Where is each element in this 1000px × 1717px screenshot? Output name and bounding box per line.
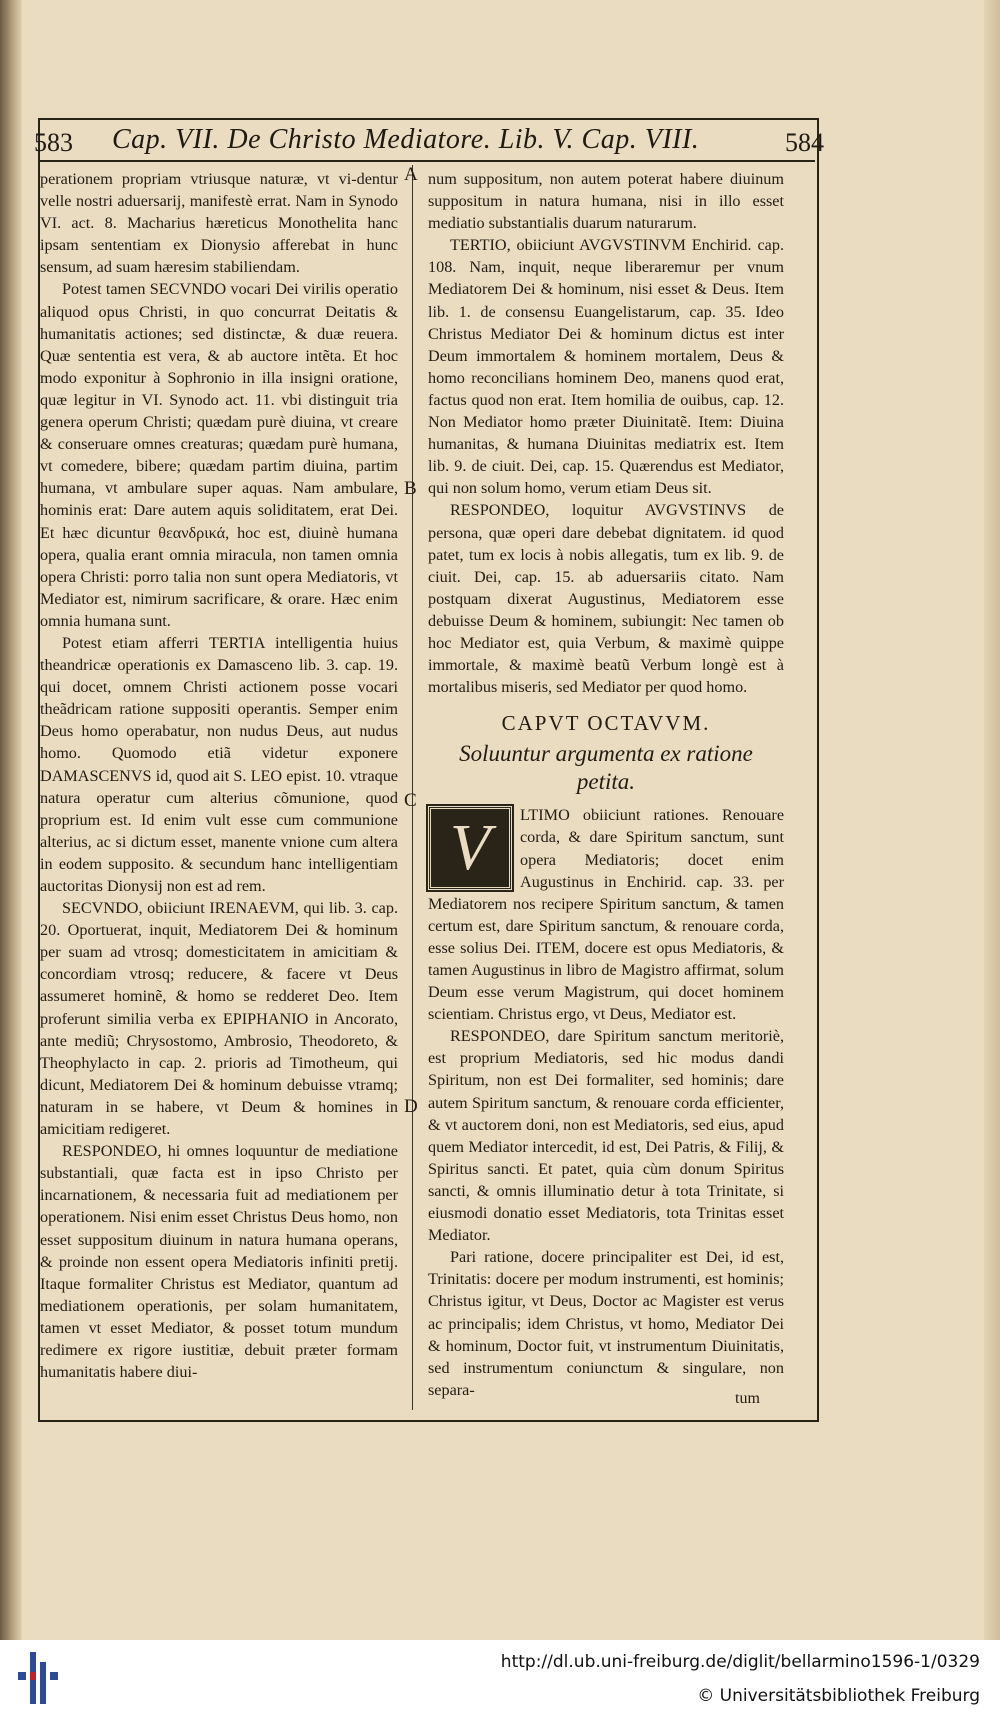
paragraph: RESPONDEO, loquitur AVGVSTINVS de persona, quæ operi dare debebat dignitatem. id quod patet, tum ex locis à nobis allegatis, tum ex lib. 9. de ciuit. Dei, cap. 15. ab aduersariis citato. Nam postquam dixerat Augustinus, Mediatorem esse debuisse Deum & hominem, subiungit: Nec tamen ob hoc Mediator est, quia Verbum, & maximè quippe immortale, & maximè beatũ Verbum longè est à mortalibus miseris, sed Mediator per quod homo. <box>428 501 784 697</box>
paragraph: TERTIO, obiiciunt AVGVSTINVM Enchirid. cap. 108. Nam, inquit, neque liberaremur per vnum Mediatorem Dei & hominum, nisi esset & Deus. Item lib. 1. de consensu Euangelistarum, cap. 35. Ideo Christus Mediator Dei & hominum dictus est inter Deum immortalem & hominem mortalem, Deus & homo reconcilians hominem Deo, manens quod erat, factus quod non erat. Item homilia de ouibus, cap. 12. Non Mediator homo præter Diuinitatẽ. Item: Diuina humanitas, & humana Diuinitas mediatrix est. Item lib. 9. de ciuit. Dei, cap. 15. Quærendus est Mediator, qui non solum homo, verum etiam Deus sit. <box>428 236 784 498</box>
margin-letter-d: D <box>404 1096 418 1117</box>
paragraph: Pari ratione, docere principaliter est Dei, id est, Trinitatis: docere per modum instrumenti, est hominis; Christus igitur, vt Deus, Doctor ac Magister est verus ac principalis; idem Christus, vt homo, Mediator Dei & hominum, Doctor fuit, vt instrumentum Diuinitatis, sed instrumentum coniunctum & singulare, non separa- <box>428 1248 784 1399</box>
decorated-initial: V <box>428 806 512 890</box>
ub-freiburg-logo-icon <box>14 1648 64 1708</box>
paragraph: perationem propriam vtriusque naturæ, vt vi-dentur velle nostri aduersarij, manifestè errat. Nam in Synodo VI. act. 8. Macharius hæreticus Monothelita hanc ipsam sententiam ex Dionysio afferebat in hunc sensum, ad suam hæresim stabiliendam. <box>40 170 398 277</box>
paragraph: SECVNDO, obiiciunt IRENAEVM, qui lib. 3. cap. 20. Oportuerat, inquit, Mediatorem Dei & hominum per suam ad vtrosq; domesticitatem in amicitiam & concordiam vtrosq; reducere, & facere vt Deus assumeret hominẽ, & homo se redderet Deo. Item proferunt similia verba ex EPIPHANIO in Ancorato, ante mediũ; Chrysostomo, Ambrosio, Theodoreto, & Theophylacto in cap. 2. prioris ad Timotheum, qui dicunt, Mediatorem Dei & hominum debuisse vtramq; naturam in se habere, vt Deum & homines in amicitiam redigeret. <box>40 899 398 1139</box>
running-header <box>34 124 824 164</box>
left-column <box>40 168 398 1383</box>
viewer-footer <box>0 1640 1000 1717</box>
running-title: Cap. VII. De Christo Mediatore. Lib. V. Cap. VIII. <box>112 124 700 155</box>
page-edge <box>984 0 1000 1640</box>
chapter-heading: CAPVT OCTAVVM. <box>501 711 711 736</box>
catchword: tum <box>735 1390 760 1407</box>
book-spine <box>0 0 22 1640</box>
paragraph-text: LTIMO obiiciunt rationes. Renouare corda, & dare Spiritum sanctum, sunt opera Mediatoris; docet enim Augustinus in Enchirid. cap. 33. per Mediatorem nos recipere Spiritum sanctum, & tamen certum est, dare Spiritum sanctum, & renouare corda, esse solius Dei. ITEM, docere est opus Mediatoris, & tamen Augustinus in libro de Magistro affirmat, solum Deum esse verum Magistrum, qui docet hominem scientiam. Christus ergo, vt Deus, Mediator est. <box>428 806 784 1024</box>
margin-letter-a: A <box>404 164 418 185</box>
copyright-notice: © Universitätsbibliothek Freiburg <box>697 1686 980 1706</box>
page-number-right: 584 <box>785 128 824 157</box>
permalink-url[interactable]: http://dl.ub.uni-freiburg.de/diglit/bellarmino1596-1/0329 <box>500 1652 980 1672</box>
header-rule <box>40 160 815 162</box>
paragraph-with-initial <box>428 804 784 1025</box>
right-column <box>428 168 784 1401</box>
margin-letter-b: B <box>404 478 417 499</box>
page-number-left: 583 <box>34 128 73 157</box>
margin-letter-c: C <box>404 790 417 811</box>
chapter-subtitle: Soluuntur argumenta ex ratione petita. <box>459 741 753 795</box>
paragraph: Potest tamen SECVNDO vocari Dei virilis operatio aliquod opus Christi, in quo concurrat Deitatis & humanitatis actiones; sed distinctæ, & duæ reuera. Quæ sententia est vera, & ab auctore intẽta. Et hoc modo exponitur à Sophronio in illa insigni oratione, quæ legitur in VI. Synodo act. 11. vbi distinguit tria genera operum Christi; quædam purè diuina, vt creare & conseruare omnes creaturas; quædam purè humana, vt comedere, bibere; quædam partim diuina, partim humana, vt ambulare super aquas. Nam ambulare, hominis erat: Dare autem aquis soliditatem, erat Dei. Et hæc dicuntur θεανδρικά, hoc est, diuinè humana opera, qualia erant omnia miracula, non tamen omnia opera Christi: porro talia non sunt opera Mediatoris, vt Mediator est, nimirum sacrificare, & orare. Hæc enim omnia humana sunt. <box>40 280 398 630</box>
paragraph: RESPONDEO, dare Spiritum sanctum meritoriè, est proprium Mediatoris, sed hic modus dandi Spiritum, non est Dei formaliter, sed hominis; dare autem Spiritum sanctum, & renouare corda efficienter, & vt auctorem doni, non est Mediatoris, sed eius, apud quem Mediator intercedit, id est, Dei Patris, & Filij, & Spiritus sancti. Et patet, quia cùm donum Spiritus sancti, & omnis illuminatio detur à tota Trinitate, si eiusmodi donatio esset Mediatoris, tota Trinitas esset Mediator. <box>428 1027 784 1245</box>
paragraph: Potest etiam afferri TERTIA intelligentia huius theandricæ operationis ex Damasceno lib. 3. cap. 19. qui docet, omnem Christi actionem posse vocari theãdricam ratione suppositi operantis. Semper enim Deus homo operabatur, non nudus Deus, aut nudus homo. Quomodo etiã videtur exponere DAMASCENVS id, quod ait S. LEO epist. 10. vtraque natura operatur cum alterius cõmunione, quod proprium est. Id enim vult esse cum communione alterius, ac si dictum esset, manente vnione cum altera in eodem supposito. & secundum hanc intelligentiam auctoritas Dionysij non est ad rem. <box>40 633 398 895</box>
column-divider <box>412 165 413 1410</box>
paragraph: RESPONDEO, hi omnes loquuntur de mediatione substantiali, quæ facta est in ipso Christo per incarnationem, & necessaria fuit ad mediationem per operationem. Nisi enim esset Christus Deus homo, non esset suppositum diuinum in natura humana operans, & proinde non essent opera Mediatoris infiniti pretij. Itaque formaliter Christus est Mediator, quantum ad mediationem operationis, per solam humanitatem, tamen vt esset Mediator, & posset totum mundum redimere ex rigore iustitiæ, debuit præter formam humanitatis habere diui- <box>40 1142 398 1382</box>
paragraph: num suppositum, non autem poterat habere diuinum suppositum in natura humana, nisi in illo esset mediatio substantialis duarum naturarum. <box>428 170 784 233</box>
